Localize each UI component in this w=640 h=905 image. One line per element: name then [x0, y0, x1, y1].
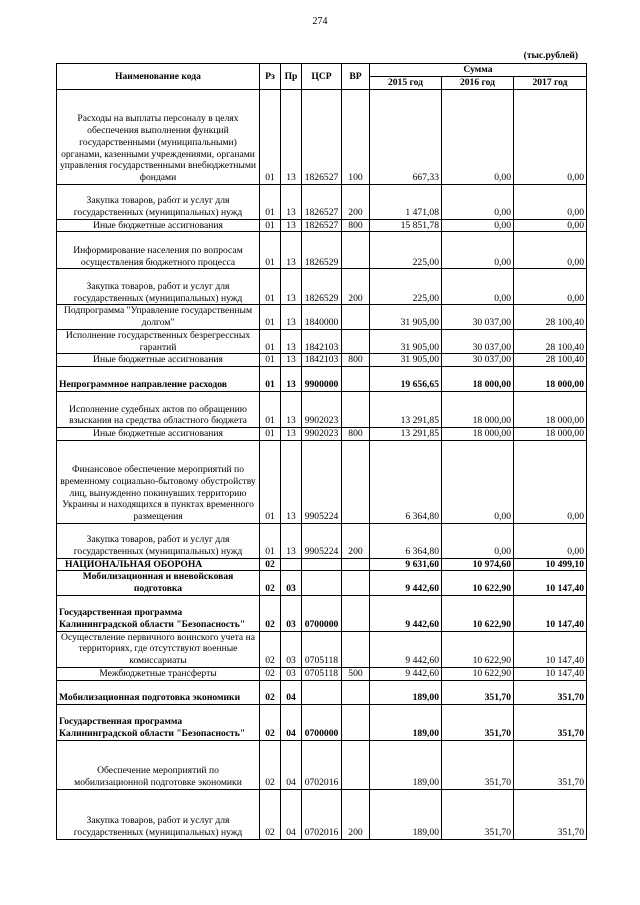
cell-pr: 04 — [281, 680, 302, 704]
cell-pr: 13 — [281, 354, 302, 367]
cell-2017: 0,00 — [514, 523, 587, 558]
cell-csr: 1826527 — [302, 219, 342, 232]
cell-2017: 351,70 — [514, 789, 587, 839]
cell-pr: 13 — [281, 391, 302, 427]
header-csr: ЦСР — [302, 64, 342, 90]
cell-2015: 9 442,60 — [370, 571, 442, 595]
table-row — [57, 631, 587, 667]
cell-2015: 6 364,80 — [370, 440, 442, 523]
cell-2016: 351,70 — [442, 789, 514, 839]
cell-vr — [342, 680, 370, 704]
cell-rz: 01 — [260, 391, 281, 427]
cell-csr: 1842103 — [302, 354, 342, 367]
budget-body — [57, 89, 587, 839]
cell-name: НАЦИОНАЛЬНАЯ ОБОРОНА — [57, 558, 260, 571]
cell-pr: 13 — [281, 269, 302, 305]
cell-2016: 30 037,00 — [442, 329, 514, 353]
cell-2015: 225,00 — [370, 269, 442, 305]
cell-2015: 667,33 — [370, 89, 442, 184]
cell-name: Расходы на выплаты персоналу в целях обеспечения выполнения функций государственными (муниципальными) органами, казенными учреждениями, органами управления государственными внебюджетными фондами — [57, 89, 260, 184]
cell-2015: 31 905,00 — [370, 305, 442, 329]
header-2015: 2015 год — [370, 77, 442, 90]
cell-2015: 6 364,80 — [370, 523, 442, 558]
cell-name: Непрограммное направление расходов — [57, 366, 260, 391]
cell-csr: 0700000 — [302, 595, 342, 631]
cell-name: Государственная программа Калининградской области "Безопасность" — [57, 595, 260, 631]
cell-2015: 31 905,00 — [370, 354, 442, 367]
cell-2016: 351,70 — [442, 680, 514, 704]
cell-vr — [342, 595, 370, 631]
cell-rz: 01 — [260, 89, 281, 184]
table-row — [57, 391, 587, 427]
cell-name: Иные бюджетные ассигнования — [57, 354, 260, 367]
cell-pr: 13 — [281, 305, 302, 329]
cell-name: Иные бюджетные ассигнования — [57, 427, 260, 440]
cell-csr: 0700000 — [302, 704, 342, 740]
cell-rz: 01 — [260, 354, 281, 367]
cell-csr: 0705118 — [302, 631, 342, 667]
cell-vr — [342, 558, 370, 571]
cell-2017: 10 499,10 — [514, 558, 587, 571]
cell-csr: 0702016 — [302, 789, 342, 839]
cell-rz: 02 — [260, 667, 281, 680]
cell-2017: 18 000,00 — [514, 427, 587, 440]
table-row — [57, 789, 587, 839]
cell-rz: 01 — [260, 329, 281, 353]
header-rz: Рз — [260, 64, 281, 90]
table-row — [57, 354, 587, 367]
cell-pr: 13 — [281, 89, 302, 184]
cell-2016: 351,70 — [442, 704, 514, 740]
cell-2017: 28 100,40 — [514, 354, 587, 367]
cell-2015: 15 851,78 — [370, 219, 442, 232]
cell-csr — [302, 571, 342, 595]
cell-vr: 200 — [342, 523, 370, 558]
cell-csr — [302, 680, 342, 704]
units-label: (тыс.рублей) — [523, 51, 578, 61]
cell-csr: 9902023 — [302, 427, 342, 440]
cell-2016: 18 000,00 — [442, 366, 514, 391]
cell-2015: 13 291,85 — [370, 391, 442, 427]
cell-2017: 0,00 — [514, 89, 587, 184]
table-row — [57, 427, 587, 440]
cell-pr: 13 — [281, 184, 302, 219]
cell-csr: 9905224 — [302, 523, 342, 558]
table-row — [57, 269, 587, 305]
cell-2016: 18 000,00 — [442, 427, 514, 440]
cell-csr: 9900000 — [302, 366, 342, 391]
cell-2015: 9 442,60 — [370, 631, 442, 667]
table-row — [57, 571, 587, 595]
cell-pr: 13 — [281, 523, 302, 558]
cell-rz: 02 — [260, 558, 281, 571]
cell-rz: 02 — [260, 704, 281, 740]
cell-2016: 10 622,90 — [442, 631, 514, 667]
cell-pr: 04 — [281, 789, 302, 839]
cell-2016: 0,00 — [442, 89, 514, 184]
cell-2016: 10 622,90 — [442, 667, 514, 680]
cell-pr: 03 — [281, 667, 302, 680]
cell-2017: 351,70 — [514, 740, 587, 789]
cell-rz: 02 — [260, 789, 281, 839]
cell-name: Исполнение судебных актов по обращению взыскания на средства областного бюджета — [57, 391, 260, 427]
cell-2017: 10 147,40 — [514, 667, 587, 680]
cell-2017: 28 100,40 — [514, 329, 587, 353]
cell-2017: 0,00 — [514, 219, 587, 232]
cell-pr: 13 — [281, 366, 302, 391]
cell-name: Финансовое обеспечение мероприятий по временному социально-бытовому обустройству лиц, вынужденно покинувших территорию Украины и находящихся в пунктах временного размещения — [57, 440, 260, 523]
cell-2016: 0,00 — [442, 219, 514, 232]
cell-2016: 0,00 — [442, 184, 514, 219]
table-row — [57, 680, 587, 704]
cell-vr — [342, 329, 370, 353]
cell-pr — [281, 558, 302, 571]
cell-rz: 01 — [260, 232, 281, 269]
cell-rz: 01 — [260, 366, 281, 391]
cell-2017: 10 147,40 — [514, 595, 587, 631]
cell-vr: 200 — [342, 269, 370, 305]
cell-2015: 189,00 — [370, 680, 442, 704]
cell-vr: 200 — [342, 789, 370, 839]
cell-vr — [342, 440, 370, 523]
cell-vr: 500 — [342, 667, 370, 680]
cell-2015: 189,00 — [370, 704, 442, 740]
cell-pr: 03 — [281, 631, 302, 667]
cell-2015: 9 442,60 — [370, 667, 442, 680]
cell-2017: 10 147,40 — [514, 571, 587, 595]
cell-name: Закупка товаров, работ и услуг для государственных (муниципальных) нужд — [57, 789, 260, 839]
cell-vr — [342, 305, 370, 329]
table-row — [57, 232, 587, 269]
cell-2015: 19 656,65 — [370, 366, 442, 391]
cell-vr — [342, 704, 370, 740]
cell-vr: 200 — [342, 184, 370, 219]
header-pr: Пр — [281, 64, 302, 90]
cell-rz: 01 — [260, 269, 281, 305]
cell-pr: 13 — [281, 427, 302, 440]
cell-csr: 1840000 — [302, 305, 342, 329]
cell-vr — [342, 391, 370, 427]
cell-pr: 03 — [281, 595, 302, 631]
cell-2017: 0,00 — [514, 269, 587, 305]
cell-rz: 01 — [260, 219, 281, 232]
cell-pr: 13 — [281, 329, 302, 353]
cell-vr — [342, 740, 370, 789]
cell-csr: 1826527 — [302, 184, 342, 219]
cell-2015: 13 291,85 — [370, 427, 442, 440]
cell-rz: 02 — [260, 740, 281, 789]
cell-csr: 9902023 — [302, 391, 342, 427]
cell-2015: 189,00 — [370, 789, 442, 839]
cell-2017: 18 000,00 — [514, 391, 587, 427]
cell-rz: 01 — [260, 523, 281, 558]
cell-2017: 18 000,00 — [514, 366, 587, 391]
cell-vr — [342, 366, 370, 391]
cell-csr: 1826527 — [302, 89, 342, 184]
cell-2016: 30 037,00 — [442, 354, 514, 367]
cell-rz: 01 — [260, 440, 281, 523]
cell-2015: 189,00 — [370, 740, 442, 789]
cell-2017: 0,00 — [514, 184, 587, 219]
cell-2017: 0,00 — [514, 440, 587, 523]
cell-2016: 0,00 — [442, 269, 514, 305]
header-vr: ВР — [342, 64, 370, 90]
cell-2017: 351,70 — [514, 704, 587, 740]
cell-csr: 0705118 — [302, 667, 342, 680]
table-row — [57, 740, 587, 789]
cell-name: Подпрограмма "Управление государственным долгом" — [57, 305, 260, 329]
cell-2015: 31 905,00 — [370, 329, 442, 353]
table-row — [57, 366, 587, 391]
cell-csr: 0702016 — [302, 740, 342, 789]
cell-name: Мобилизационная и вневойсковая подготовка — [57, 571, 260, 595]
cell-2015: 9 631,60 — [370, 558, 442, 571]
cell-vr: 800 — [342, 427, 370, 440]
cell-rz: 02 — [260, 631, 281, 667]
cell-2016: 18 000,00 — [442, 391, 514, 427]
table-row — [57, 595, 587, 631]
cell-2016: 10 622,90 — [442, 595, 514, 631]
table-row — [57, 305, 587, 329]
cell-vr: 800 — [342, 354, 370, 367]
header-2016: 2016 год — [442, 77, 514, 90]
table-row — [57, 89, 587, 184]
cell-vr — [342, 571, 370, 595]
table-row — [57, 558, 587, 571]
cell-pr: 04 — [281, 704, 302, 740]
cell-name: Исполнение государственных безрегрессных гарантий — [57, 329, 260, 353]
cell-2016: 0,00 — [442, 523, 514, 558]
cell-name: Иные бюджетные ассигнования — [57, 219, 260, 232]
cell-name: Мобилизационная подготовка экономики — [57, 680, 260, 704]
cell-2017: 28 100,40 — [514, 305, 587, 329]
cell-vr: 800 — [342, 219, 370, 232]
cell-vr: 100 — [342, 89, 370, 184]
budget-table — [56, 63, 587, 840]
cell-pr: 13 — [281, 440, 302, 523]
cell-2016: 0,00 — [442, 232, 514, 269]
cell-pr: 13 — [281, 219, 302, 232]
cell-csr: 9905224 — [302, 440, 342, 523]
cell-name: Межбюджетные трансферты — [57, 667, 260, 680]
cell-csr: 1826529 — [302, 269, 342, 305]
cell-2015: 9 442,60 — [370, 595, 442, 631]
page-number: 274 — [312, 16, 328, 27]
cell-rz: 02 — [260, 680, 281, 704]
table-row — [57, 704, 587, 740]
table-row — [57, 219, 587, 232]
table-row — [57, 329, 587, 353]
cell-2017: 10 147,40 — [514, 631, 587, 667]
cell-csr: 1842103 — [302, 329, 342, 353]
table-row — [57, 440, 587, 523]
cell-name: Закупка товаров, работ и услуг для государственных (муниципальных) нужд — [57, 523, 260, 558]
cell-rz: 02 — [260, 571, 281, 595]
cell-name: Закупка товаров, работ и услуг для государственных (муниципальных) нужд — [57, 269, 260, 305]
cell-csr: 1826529 — [302, 232, 342, 269]
cell-rz: 01 — [260, 305, 281, 329]
cell-name: Информирование населения по вопросам осуществления бюджетного процесса — [57, 232, 260, 269]
cell-rz: 02 — [260, 595, 281, 631]
cell-2017: 351,70 — [514, 680, 587, 704]
cell-2016: 30 037,00 — [442, 305, 514, 329]
cell-name: Осуществление первичного воинского учета на территориях, где отсутствуют военные комиссариаты — [57, 631, 260, 667]
cell-vr — [342, 631, 370, 667]
cell-2015: 1 471,08 — [370, 184, 442, 219]
cell-pr: 03 — [281, 571, 302, 595]
header-2017: 2017 год — [514, 77, 587, 90]
cell-name: Государственная программа Калининградской области "Безопасность" — [57, 704, 260, 740]
cell-rz: 01 — [260, 184, 281, 219]
cell-name: Обеспечение мероприятий по мобилизационной подготовке экономики — [57, 740, 260, 789]
cell-2016: 0,00 — [442, 440, 514, 523]
table-row — [57, 184, 587, 219]
cell-vr — [342, 232, 370, 269]
cell-2016: 10 974,60 — [442, 558, 514, 571]
cell-csr — [302, 558, 342, 571]
header-name: Наименование кода — [57, 64, 260, 90]
header-sum: Сумма — [370, 64, 587, 77]
cell-2016: 10 622,90 — [442, 571, 514, 595]
cell-pr: 04 — [281, 740, 302, 789]
cell-2016: 351,70 — [442, 740, 514, 789]
cell-pr: 13 — [281, 232, 302, 269]
table-row — [57, 523, 587, 558]
cell-2015: 225,00 — [370, 232, 442, 269]
cell-rz: 01 — [260, 427, 281, 440]
cell-name: Закупка товаров, работ и услуг для государственных (муниципальных) нужд — [57, 184, 260, 219]
cell-2017: 0,00 — [514, 232, 587, 269]
table-row — [57, 667, 587, 680]
